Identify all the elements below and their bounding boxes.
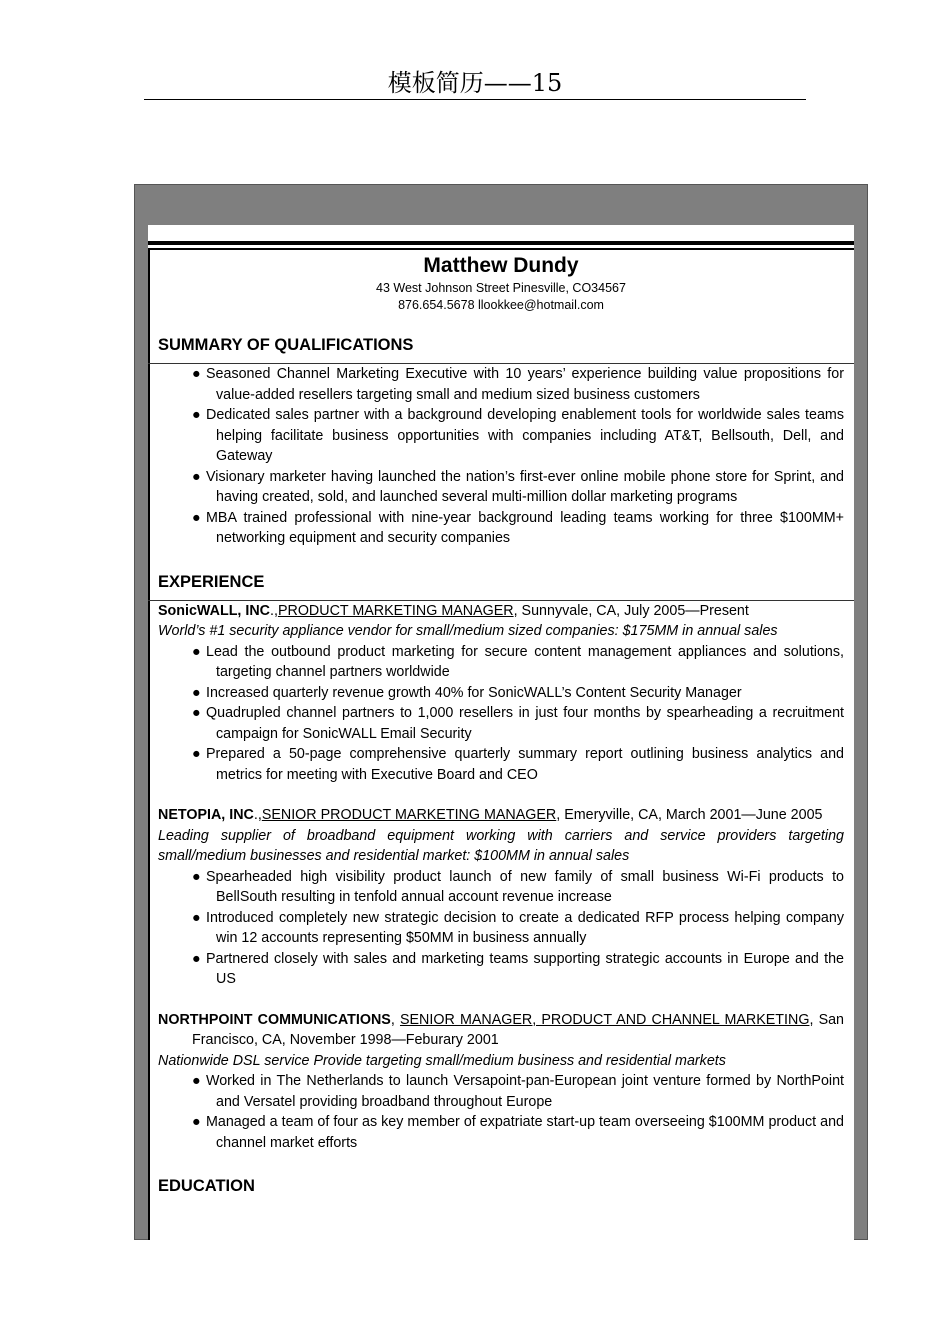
bullet-item — [158, 1112, 844, 1153]
candidate-phone-email: 876.654.5678 llookkee@hotmail.com — [398, 298, 604, 312]
job-heading — [158, 601, 844, 622]
title-underline — [144, 99, 806, 100]
company-separator: ., — [253, 807, 262, 823]
bullet-icon: ● — [192, 705, 201, 721]
summary-heading: SUMMARY OF QUALIFICATIONS — [158, 336, 414, 354]
company-tagline: Nationwide DSL service Provide targeting small/medium business and residential markets — [158, 1052, 726, 1069]
job-entry — [158, 1010, 844, 1154]
job-title: PRODUCT MARKETING MANAGER — [277, 602, 514, 619]
bullet-icon: ● — [192, 366, 201, 382]
experience-heading: EXPERIENCE — [158, 572, 265, 591]
bullet-icon: ● — [192, 509, 201, 526]
bullet-icon: ● — [192, 1073, 201, 1089]
resume-header — [148, 252, 854, 314]
bullet-item — [158, 642, 844, 683]
job-bullets — [158, 867, 844, 990]
bullet-item — [158, 467, 844, 508]
bullet-item — [158, 1071, 844, 1112]
bullet-text: Introduced completely new strategic decision to create a dedicated RFP process helping company win 12 accounts representing $50MM in business annually — [206, 909, 844, 946]
bullet-text: Lead the outbound product marketing for secure content management appliances and solutions, targeting channel partners worldwide — [206, 643, 844, 680]
job-location-dates: , San Francisco, CA, November 1998—Feburary 2001 — [192, 1011, 845, 1048]
bullet-icon: ● — [192, 643, 201, 660]
company-tagline: World’s #1 security appliance vendor for small/medium sized companies: $175MM in annual sales — [158, 623, 778, 639]
bullet-text: Seasoned Channel Marketing Executive with 10 years’ experience building value propositions for value-added resellers targeting small and medium sized business customers — [206, 366, 844, 403]
bullet-text: Partnered closely with sales and marketing teams supporting strategic accounts in Europe and the US — [206, 950, 844, 987]
company-tagline: Leading supplier of broadband equipment working with carriers and service providers targeting small/medium businesses and residential market: $100MM in annual sales — [158, 827, 844, 864]
bullet-text: MBA trained professional with nine-year background leading teams working for three $100MM+ networking equipment and security companies — [206, 509, 844, 546]
job-title: SENIOR PRODUCT MARKETING MANAGER — [261, 807, 557, 823]
bullet-item — [158, 508, 844, 549]
header-thin-rule — [148, 248, 854, 250]
candidate-address: 43 West Johnson Street Pinesville, CO34567 — [376, 281, 626, 295]
bullet-item — [158, 683, 844, 704]
sheet-left-rule — [148, 250, 150, 1240]
bullet-item — [158, 364, 844, 405]
company-name: SonicWALL, INC — [158, 602, 270, 619]
job-title: SENIOR MANAGER, PRODUCT AND CHANNEL MARKETING — [399, 1011, 810, 1028]
bullet-item — [158, 744, 844, 785]
bullet-text: Dedicated sales partner with a background developing enablement tools for worldwide sales teams helping facilitate business opportunities with companies including AT&T, Bellsouth, Dell, and Gateway — [206, 407, 844, 464]
bullet-item — [158, 405, 844, 467]
bullet-icon: ● — [192, 868, 201, 885]
bullet-icon: ● — [192, 909, 201, 926]
bullet-text: Worked in The Netherlands to launch Versapoint-pan-European joint venture formed by NorthPoint and Versatel providing broadband throughout Europe — [206, 1073, 844, 1110]
bullet-icon: ● — [192, 468, 201, 485]
bullet-text: Visionary marketer having launched the nation’s first-ever online mobile phone store for Sprint, and having created, sold, and launched several multi-million dollar marketing programs — [206, 468, 844, 505]
bullet-icon: ● — [192, 1114, 201, 1130]
bullet-text: Quadrupled channel partners to 1,000 resellers in just four months by spearheading a recruitment campaign for SonicWALL Email Security — [206, 705, 844, 742]
job-entry — [158, 601, 844, 786]
company-separator: , — [390, 1011, 400, 1028]
job-bullets — [158, 642, 844, 786]
summary-list — [158, 364, 844, 549]
job-heading — [158, 805, 844, 826]
job-location-dates: , Sunnyvale, CA, July 2005—Present — [513, 602, 749, 619]
job-bullets — [158, 1071, 844, 1153]
bullet-icon: ● — [192, 684, 201, 701]
bullet-text: Prepared a 50-page comprehensive quarterly summary report outlining business analytics and metrics for meeting with Executive Board and CEO — [206, 746, 844, 783]
job-location-dates: , Emeryville, CA, March 2001—June 2005 — [556, 807, 823, 823]
bullet-icon: ● — [192, 746, 201, 762]
bullet-text: Spearheaded high visibility product launch of new family of small business Wi-Fi products to BellSouth resulting in tenfold annual account revenue increase — [206, 868, 844, 905]
bullet-icon: ● — [192, 950, 201, 967]
header-thick-rule — [148, 241, 854, 245]
company-separator: ., — [270, 602, 278, 619]
bullet-item — [158, 908, 844, 949]
job-heading — [158, 1010, 844, 1051]
bullet-item — [158, 703, 844, 744]
bullet-item — [158, 949, 844, 990]
resume-sheet — [148, 225, 854, 1240]
page-title: 模板简历——15 — [387, 69, 563, 97]
job-entry — [158, 805, 844, 990]
candidate-name: Matthew Dundy — [423, 254, 579, 277]
bullet-text: Managed a team of four as key member of expatriate start-up team overseeing $100MM product and channel market efforts — [206, 1114, 844, 1151]
education-heading: EDUCATION — [158, 1177, 255, 1195]
company-name: NETOPIA, INC — [158, 807, 254, 823]
bullet-text: Increased quarterly revenue growth 40% for SonicWALL’s Content Security Manager — [206, 684, 742, 701]
bullet-item — [158, 867, 844, 908]
company-name: NORTHPOINT COMMUNICATIONS — [158, 1011, 391, 1028]
bullet-icon: ● — [192, 407, 201, 423]
resume-body — [158, 332, 844, 1197]
experience-list — [158, 601, 844, 1154]
